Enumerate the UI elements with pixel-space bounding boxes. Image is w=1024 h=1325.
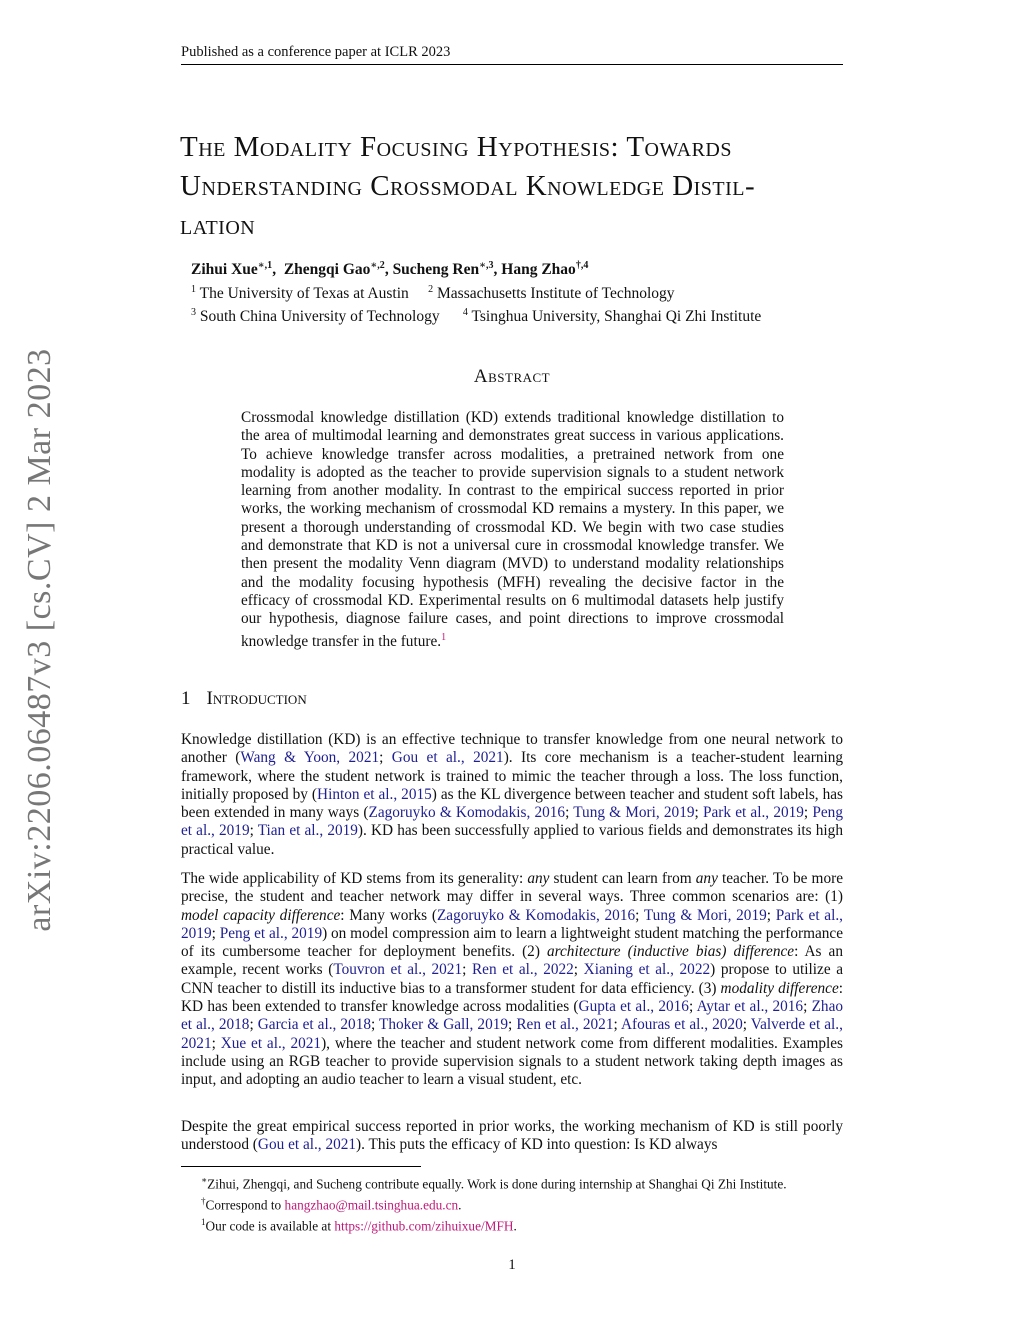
citation-link[interactable]: Wang & Yoon, 2021 — [240, 749, 380, 767]
title-line-2: Understanding Crossmodal Knowledge Distil- — [180, 170, 756, 202]
running-header: Published as a conference paper at ICLR 2023 — [181, 44, 843, 65]
citation-link[interactable]: Touvron et al., 2021 — [333, 961, 463, 979]
author-3-mark: ∗,3 — [479, 260, 494, 271]
citation-link[interactable]: Peng et al., 2019 — [219, 924, 323, 942]
section-title: Introduction — [206, 688, 307, 709]
affiliation-row-1: $^1$ The University of Texas at Austin $^2$ Massachusetts Institute of Technology — [191, 283, 675, 302]
section-heading — [181, 688, 307, 710]
author-4: Hang Zhao — [501, 261, 576, 279]
citation-link[interactable]: Ren et al., 2021 — [516, 1016, 614, 1034]
citation-link[interactable]: Garcia et al., 2018 — [257, 1016, 371, 1034]
footnote-3: $^1$Our code is available at https://github.com/zihuixue/MFH. — [201, 1216, 517, 1234]
citation-link[interactable]: Ren et al., 2022 — [471, 961, 574, 979]
affiliation-2: Massachusetts Institute of Technology — [437, 284, 675, 302]
paper-title — [180, 128, 850, 245]
citation-link[interactable]: Xianing et al., 2022 — [583, 961, 711, 979]
author-1: Zihui Xue — [191, 261, 258, 279]
intro-paragraph-3: Despite the great empirical success reported in prior works, the working mechanism of KD is still poorly understood (Gou et al., 2021). This puts the efficacy of KD into question: Is KD always — [181, 1118, 843, 1154]
title-line-1: The Modality Focusing Hypothesis: Towards — [180, 131, 732, 163]
title-line-3: lation — [180, 209, 256, 241]
author-4-mark: †,4 — [575, 260, 589, 271]
author-2: Zhengqi Gao — [283, 261, 371, 279]
section-number: 1 — [181, 688, 191, 709]
footnotes — [201, 1172, 861, 1235]
citation-link[interactable]: Tian et al., 2019 — [257, 822, 358, 840]
email-link[interactable]: hangzhao@mail.tsinghua.edu.cn — [284, 1197, 459, 1213]
affiliation-3: South China University of Technology — [199, 308, 440, 326]
author-names: Zihui Xue$^{∗,1}$, Zhengqi Gao$^{∗,2}$, Sucheng Ren$^{∗,3}$, Hang Zhao$^{\dagger,4}$ — [191, 260, 589, 279]
citation-link[interactable]: Xue et al., 2021 — [220, 1034, 322, 1052]
affiliation-4: Tsinghua University, Shanghai Qi Zhi Institute — [471, 308, 762, 326]
citation-link[interactable]: Aytar et al., 2016 — [696, 998, 804, 1016]
arxiv-identifier: arXiv:2206.06487v3 [cs.CV] 2 Mar 2023 — [21, 348, 58, 932]
abstract-heading: Abstract — [473, 366, 551, 387]
citation-link[interactable]: Afouras et al., 2020 — [620, 1016, 743, 1034]
citation-link[interactable]: Park et al., 2019 — [181, 906, 843, 942]
intro-paragraph-1: Knowledge distillation (KD) is an effective technique to transfer knowledge from one neural network to another (Wang & Yoon, 2021; Gou et al., 2021). Its core mechanism is a teacher-student learning framework, where the student network is trained to mimic the teacher through a loss. The loss function, initially proposed by (Hinton et al., 2015) as the KL divergence between teacher and student soft labels, has been extended in many ways (Zagoruyko & Komodakis, 2016; Tung & Mori, 2019; Park et al., 2019; Peng et al., 2019; Tian et al., 2019). KD has been successfully applied to various fields and demonstrates its high practical value. — [181, 731, 844, 858]
citation-link[interactable]: Gupta et al., 2016 — [578, 998, 689, 1016]
footnote-1: ∗Zihui, Zhengqi, and Sucheng contribute equally. Work is done during internship at Shanghai Qi Zhi Institute. — [201, 1175, 787, 1192]
author-2-mark: ∗,2 — [370, 260, 385, 271]
intro-paragraph-2: The wide applicability of KD stems from its generality: any student can learn from any teacher. To be more precise, the student and teacher network may differ in several ways. Three common scenarios are: (1) model capacity difference: Many works (Zagoruyko & Komodakis, 2016; Tung & Mori, 2019; Park et al., 2019; Peng et al., 2019) on model compression aim to learn a lightweight student matching the performance of its cumbersome teacher for deployment benefits. (2) architecture (inductive bias) difference: As an example, recent works (Touvron et al., 2021; Ren et al., 2022; Xianing et al., 2022) propose to utilize a CNN teacher to distill its inductive bias to a transformer student for data efficiency. (3) modality difference: KD has been extended to transfer knowledge across modalities (Gupta et al., 2016; Aytar et al., 2016; Zhao et al., 2018; Garcia et al., 2018; Thoker & Gall, 2019; Ren et al., 2021; Afouras et al., 2020; Valverde et al., 2021; Xue et al., 2021), where the teacher and student network come from different modalities. Examples include using an RGB teacher to provide supervision signals to a student network taking depth images as input, and adopting an audio teacher to learn a visual student, etc. — [181, 870, 844, 1089]
citation-link[interactable]: Gou et al., 2021 — [391, 749, 504, 767]
abstract-text — [241, 409, 784, 651]
citation-link[interactable]: Zagoruyko & Komodakis, 2016 — [368, 804, 566, 822]
author-3: Sucheng Ren — [392, 261, 480, 279]
footnote-2: †Correspond to hangzhao@mail.tsinghua.edu.cn. — [201, 1195, 462, 1213]
citation-link[interactable]: Valverde et al., 2021 — [181, 1016, 843, 1052]
citation-link[interactable]: Park et al., 2019 — [702, 804, 804, 822]
footnote-rule — [181, 1166, 421, 1167]
citation-link[interactable]: Tung & Mori, 2019 — [573, 804, 695, 822]
code-link[interactable]: https://github.com/zihuixue/MFH — [334, 1218, 514, 1234]
citation-link[interactable]: Zagoruyko & Komodakis, 2016 — [436, 906, 636, 924]
abstract-footnote-mark[interactable]: 1 — [441, 631, 447, 643]
author-block — [191, 256, 831, 327]
page-number: 1 — [508, 1257, 516, 1273]
citation-link[interactable]: Peng et al., 2019 — [181, 804, 843, 840]
author-1-mark: ∗,1 — [257, 260, 273, 271]
citation-link[interactable]: Gou et al., 2021 — [257, 1136, 357, 1154]
citation-link[interactable]: Thoker & Gall, 2019 — [379, 1016, 509, 1034]
citation-link[interactable]: Hinton et al., 2015 — [317, 785, 432, 803]
abstract-body: Crossmodal knowledge distillation (KD) extends traditional knowledge distillation to the area of multimodal learning and demonstrates great success in various applications. To achieve knowledge transfer across modalities, a pretrained network from one modality is adopted as the teacher to provide supervision signals to a student network learning from another modality. In contrast to the empirical success reported in prior works, the working mechanism of crossmodal KD remains a mystery. In this paper, we present a thorough understanding of crossmodal KD. We begin with two case studies and demonstrate that KD is not a universal cure in crossmodal knowledge transfer. We then present the modality Venn diagram (MVD) to understand modality relationships and the modality focusing hypothesis (MFH) revealing the decisive factor in the efficacy of crossmodal KD. Experimental results on 6 multimodal datasets help justify our hypothesis, diagnose failure cases, and point directions to improve crossmodal knowledge transfer in the future. — [241, 409, 784, 650]
affiliation-1: The University of Texas at Austin — [199, 284, 409, 302]
citation-link[interactable]: Tung & Mori, 2019 — [643, 906, 767, 924]
affiliation-row-2: $^3$ South China University of Technology $^4$ Tsinghua University, Shanghai Qi Zhi Institute — [191, 307, 762, 326]
citation-link[interactable]: Zhao et al., 2018 — [181, 998, 844, 1034]
